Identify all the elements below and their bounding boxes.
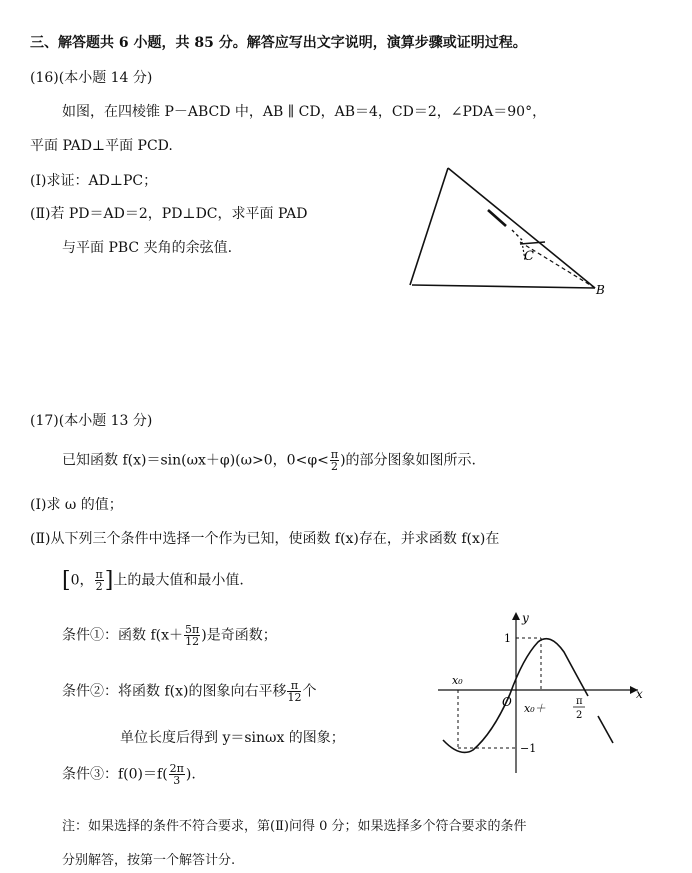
q17-graph-origin: O	[502, 695, 512, 709]
q17-cond3-post: ).	[185, 766, 196, 783]
q17-graph-x0-plus-num: π	[576, 696, 583, 707]
q17-interval: [0， $\frac{\pi}{2}$ ]上的最大值和最小值.	[62, 568, 244, 593]
q17-cond1-frac	[184, 624, 200, 647]
q17-interval-pre: 0，	[70, 572, 94, 589]
q16-stem-line2: 平面 PAD⊥平面 PCD.	[30, 138, 173, 154]
q17-graph-x0-plus: x₀＋	[524, 702, 546, 715]
q17-cond1-num: 5π	[185, 623, 200, 636]
q17-graph-neg-one: −1	[520, 742, 537, 755]
q16-part1: (Ⅰ)求证：AD⊥PC；	[30, 173, 158, 189]
q17-interval-frac	[95, 569, 104, 592]
q17-graph-one: 1	[504, 632, 511, 645]
q17-stem-post: )的部分图象如图所示.	[340, 452, 477, 469]
q17-cond3-den: 3	[173, 774, 181, 787]
q17-note-line1: 注：如果选择的条件不符合要求，第(Ⅱ)问得 0 分；如果选择多个符合要求的条件	[62, 819, 527, 834]
q17-title: (17)(本小题 13 分)	[30, 413, 153, 429]
q16-pyramid-figure	[400, 160, 620, 305]
q17-graph-x0: x₀	[452, 674, 463, 687]
q17-cond2-frac	[287, 680, 301, 703]
q17-stem-frac-num: π	[330, 448, 339, 461]
q17-cond3	[62, 763, 196, 786]
q17-cond1-post: )是奇函数；	[201, 627, 277, 644]
q16-part2-line2: 与平面 PBC 夹角的余弦值.	[62, 240, 233, 256]
q17-cond2-line2: 单位长度后得到 y＝sinωx 的图象；	[120, 730, 345, 746]
q16-title: (16)(本小题 14 分)	[30, 70, 153, 86]
q17-graph-x0-plus-den: 2	[576, 710, 583, 721]
q17-sine-graph	[438, 608, 648, 778]
q17-stem-frac-den: 2	[330, 460, 338, 473]
q17-cond2-den: 12	[287, 691, 302, 704]
q17-cond3-frac	[169, 763, 185, 786]
q17-cond3-pre: 条件③：f(0)＝f(	[62, 766, 168, 783]
q17-cond1	[62, 624, 277, 647]
q17-cond3-num: 2π	[169, 762, 184, 775]
q17-cond2-num: π	[287, 680, 301, 692]
q17-cond1-den: 12	[185, 635, 200, 648]
q16-stem-line1: 如图，在四棱锥 P－ABCD 中，AB ∥ CD，AB＝4，CD＝2，∠PDA＝90°，	[62, 104, 547, 120]
q17-cond2-pre: 条件②：将函数 f(x)的图象向右平移	[62, 683, 287, 700]
q16-part2-line1: (Ⅱ)若 PD＝AD＝2，PD⊥DC，求平面 PAD	[30, 206, 308, 222]
q17-interval-post: 上的最大值和最小值.	[113, 572, 244, 589]
q17-graph-y-label: y	[522, 611, 529, 625]
q17-cond2-post: 个	[302, 683, 317, 700]
q17-stem-pre: 已知函数 f(x)＝sin(ωx＋φ)(ω>0，0<φ<	[62, 452, 329, 469]
q17-cond2	[62, 680, 316, 703]
q17-note-line2: 分别解答，按第一个解答计分.	[62, 853, 236, 868]
q17-part1: (Ⅰ)求 ω 的值；	[30, 497, 123, 513]
q17-cond1-pre: 条件①：函数 f(x＋	[62, 627, 183, 644]
q17-part2-line1: (Ⅱ)从下列三个条件中选择一个作为已知，使函数 f(x)存在，并求函数 f(x)在	[30, 531, 500, 547]
section-header: 三、解答题共 6 小题，共 85 分。解答应写出文字说明，演算步骤或证明过程。	[30, 35, 527, 51]
q17-interval-den: 2	[95, 580, 103, 593]
q17-stem-frac	[330, 449, 339, 472]
q17-interval-num: π	[95, 568, 103, 581]
q17-graph-x-label: x	[636, 687, 643, 701]
q17-stem	[62, 449, 476, 472]
q16-label-b: B	[596, 283, 605, 297]
q16-label-c: C	[524, 249, 534, 264]
